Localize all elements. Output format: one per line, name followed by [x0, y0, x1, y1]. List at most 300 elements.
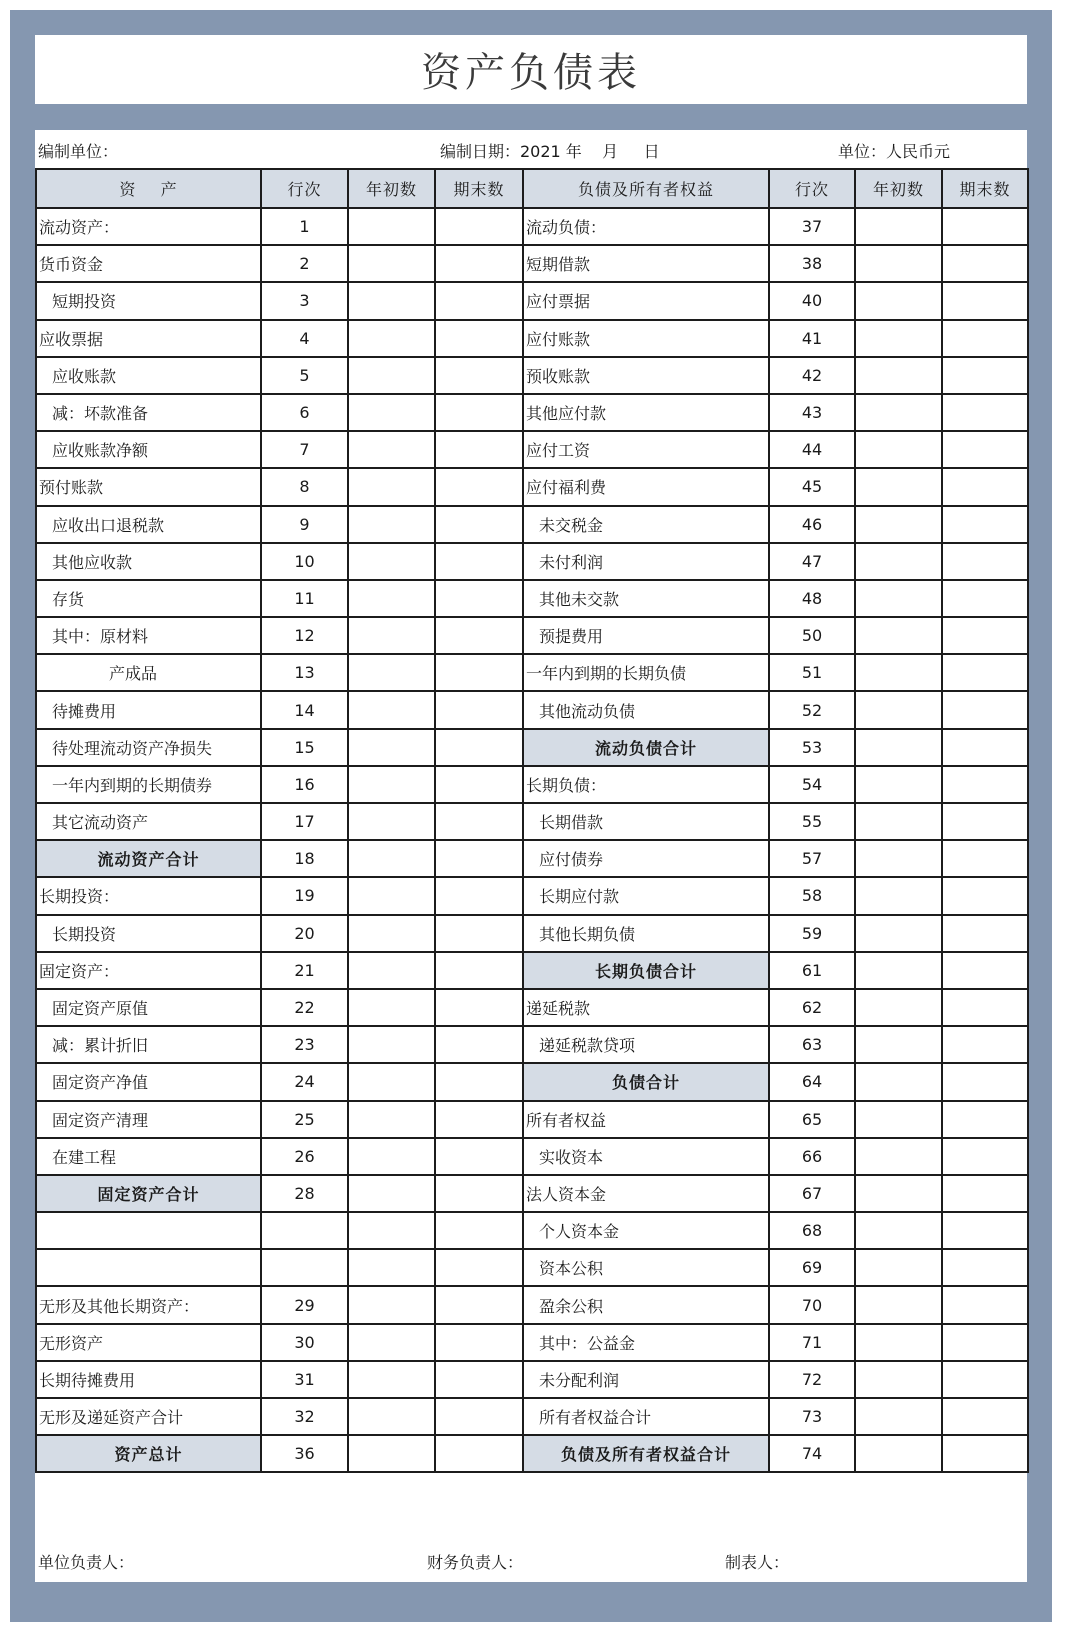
liability-end-cell[interactable]: [942, 1435, 1028, 1472]
liability-name-cell: 长期负债合计: [523, 952, 769, 989]
table-row: [36, 320, 1028, 357]
asset-row-no-cell: 30: [261, 1324, 348, 1361]
liability-end-cell[interactable]: [942, 468, 1028, 505]
asset-end-cell[interactable]: [435, 989, 523, 1026]
liability-begin-cell[interactable]: [855, 1026, 942, 1063]
liability-begin-cell[interactable]: [855, 1212, 942, 1249]
liability-end-cell[interactable]: [942, 1324, 1028, 1361]
liability-row-no-cell: 53: [769, 729, 855, 766]
asset-name-cell: 无形及其他长期资产：: [36, 1286, 261, 1323]
liability-name-cell: 个人资本金: [523, 1212, 769, 1249]
header-row-no-2: 行次: [769, 169, 855, 208]
liability-name-cell: 长期负债：: [523, 766, 769, 803]
liability-row-no-cell: 63: [769, 1026, 855, 1063]
liability-name-cell: 其他应付款: [523, 394, 769, 431]
liability-row-no-cell: 44: [769, 431, 855, 468]
liability-begin-cell[interactable]: [855, 691, 942, 728]
liability-row-no-cell: 43: [769, 394, 855, 431]
asset-begin-cell[interactable]: [348, 989, 435, 1026]
asset-end-cell[interactable]: [435, 729, 523, 766]
asset-end-cell[interactable]: [435, 952, 523, 989]
asset-end-cell[interactable]: [435, 468, 523, 505]
liability-name-cell: 法人资本金: [523, 1175, 769, 1212]
liability-begin-cell[interactable]: [855, 1175, 942, 1212]
liability-begin-cell[interactable]: [855, 580, 942, 617]
asset-row-no-cell: 8: [261, 468, 348, 505]
asset-name-cell: 货币资金: [36, 245, 261, 282]
asset-end-cell[interactable]: [435, 1435, 523, 1472]
liability-begin-cell[interactable]: [855, 394, 942, 431]
liability-name-cell: 其他长期负债: [523, 915, 769, 952]
liability-begin-cell[interactable]: [855, 543, 942, 580]
liability-row-no-cell: 48: [769, 580, 855, 617]
liability-name-cell: 长期借款: [523, 803, 769, 840]
liability-row-no-cell: 51: [769, 654, 855, 691]
liability-row-no-cell: 42: [769, 357, 855, 394]
table-row: [36, 1435, 1028, 1472]
table-row: [36, 506, 1028, 543]
asset-begin-cell[interactable]: [348, 1398, 435, 1435]
asset-begin-cell[interactable]: [348, 1063, 435, 1100]
liability-row-no-cell: 41: [769, 320, 855, 357]
liability-end-cell[interactable]: [942, 1175, 1028, 1212]
asset-end-cell[interactable]: [435, 1175, 523, 1212]
asset-row-no-cell: 13: [261, 654, 348, 691]
asset-end-cell[interactable]: [435, 245, 523, 282]
table-row: [36, 543, 1028, 580]
asset-name-cell: 无形资产: [36, 1324, 261, 1361]
asset-begin-cell[interactable]: [348, 840, 435, 877]
liability-end-cell[interactable]: [942, 208, 1028, 245]
liability-row-no-cell: 74: [769, 1435, 855, 1472]
asset-row-no-cell: 1: [261, 208, 348, 245]
liability-end-cell[interactable]: [942, 989, 1028, 1026]
liability-end-cell[interactable]: [942, 543, 1028, 580]
asset-begin-cell[interactable]: [348, 877, 435, 914]
asset-name-cell: 产成品: [36, 654, 261, 691]
asset-end-cell[interactable]: [435, 431, 523, 468]
asset-row-no-cell: 24: [261, 1063, 348, 1100]
liability-row-no-cell: 58: [769, 877, 855, 914]
asset-begin-cell[interactable]: [348, 1175, 435, 1212]
asset-end-cell[interactable]: [435, 394, 523, 431]
liability-begin-cell[interactable]: [855, 617, 942, 654]
liability-end-cell[interactable]: [942, 394, 1028, 431]
asset-row-no-cell: 15: [261, 729, 348, 766]
liability-end-cell[interactable]: [942, 915, 1028, 952]
asset-end-cell[interactable]: [435, 357, 523, 394]
liability-row-no-cell: 52: [769, 691, 855, 728]
asset-begin-cell[interactable]: [348, 282, 435, 319]
asset-row-no-cell: [261, 1212, 348, 1249]
asset-end-cell[interactable]: [435, 1063, 523, 1100]
asset-row-no-cell: 28: [261, 1175, 348, 1212]
asset-begin-cell[interactable]: [348, 468, 435, 505]
asset-begin-cell[interactable]: [348, 952, 435, 989]
asset-name-cell: 减：坏款准备: [36, 394, 261, 431]
title-box: [35, 35, 1027, 104]
liability-begin-cell[interactable]: [855, 803, 942, 840]
asset-name-cell: 减：累计折旧: [36, 1026, 261, 1063]
asset-end-cell[interactable]: [435, 1138, 523, 1175]
liability-name-cell: 应付票据: [523, 282, 769, 319]
asset-name-cell: 资产总计: [36, 1435, 261, 1472]
liability-row-no-cell: 40: [769, 282, 855, 319]
header-assets: 资 产: [36, 169, 261, 208]
liability-name-cell: 实收资本: [523, 1138, 769, 1175]
liability-name-cell: 流动负债：: [523, 208, 769, 245]
table-body: [36, 208, 1028, 1472]
balance-table: [35, 168, 1029, 1473]
header-liabilities: 负债及所有者权益: [523, 169, 769, 208]
asset-end-cell[interactable]: [435, 1398, 523, 1435]
liability-begin-cell[interactable]: [855, 1435, 942, 1472]
asset-begin-cell[interactable]: [348, 320, 435, 357]
table-row: [36, 729, 1028, 766]
liability-end-cell[interactable]: [942, 729, 1028, 766]
asset-begin-cell[interactable]: [348, 543, 435, 580]
liability-name-cell: 未付利润: [523, 543, 769, 580]
liability-end-cell[interactable]: [942, 1026, 1028, 1063]
liability-name-cell: 其他未交款: [523, 580, 769, 617]
asset-row-no-cell: 7: [261, 431, 348, 468]
table-row: [36, 1249, 1028, 1286]
liability-begin-cell[interactable]: [855, 729, 942, 766]
asset-name-cell: 流动资产合计: [36, 840, 261, 877]
asset-begin-cell[interactable]: [348, 803, 435, 840]
asset-row-no-cell: 17: [261, 803, 348, 840]
asset-begin-cell[interactable]: [348, 915, 435, 952]
asset-name-cell: 固定资产清理: [36, 1101, 261, 1138]
asset-row-no-cell: 11: [261, 580, 348, 617]
asset-end-cell[interactable]: [435, 1324, 523, 1361]
liability-end-cell[interactable]: [942, 654, 1028, 691]
liability-begin-cell[interactable]: [855, 282, 942, 319]
table-row: [36, 468, 1028, 505]
table-row: [36, 1361, 1028, 1398]
asset-end-cell[interactable]: [435, 506, 523, 543]
table-row: [36, 1398, 1028, 1435]
liability-name-cell: 一年内到期的长期负债: [523, 654, 769, 691]
table-row: [36, 282, 1028, 319]
asset-name-cell: 待摊费用: [36, 691, 261, 728]
asset-row-no-cell: 25: [261, 1101, 348, 1138]
liability-end-cell[interactable]: [942, 1138, 1028, 1175]
header-end-2: 期末数: [942, 169, 1028, 208]
table-row: [36, 915, 1028, 952]
table-row: [36, 654, 1028, 691]
liability-row-no-cell: 57: [769, 840, 855, 877]
asset-row-no-cell: 22: [261, 989, 348, 1026]
table-row: [36, 617, 1028, 654]
liability-row-no-cell: 55: [769, 803, 855, 840]
page-title: 资产负债表: [421, 50, 641, 96]
asset-row-no-cell: 29: [261, 1286, 348, 1323]
asset-row-no-cell: 21: [261, 952, 348, 989]
asset-name-cell: 应收账款净额: [36, 431, 261, 468]
asset-end-cell[interactable]: [435, 840, 523, 877]
asset-begin-cell[interactable]: [348, 357, 435, 394]
unit-head-label: 单位负责人：: [38, 1553, 135, 1572]
asset-begin-cell[interactable]: [348, 1212, 435, 1249]
table-row: [36, 691, 1028, 728]
liability-end-cell[interactable]: [942, 691, 1028, 728]
asset-begin-cell[interactable]: [348, 691, 435, 728]
liability-name-cell: 应付福利费: [523, 468, 769, 505]
liability-row-no-cell: 67: [769, 1175, 855, 1212]
liability-end-cell[interactable]: [942, 506, 1028, 543]
liability-begin-cell[interactable]: [855, 877, 942, 914]
asset-begin-cell[interactable]: [348, 1361, 435, 1398]
table-row: [36, 357, 1028, 394]
asset-row-no-cell: [261, 1249, 348, 1286]
asset-name-cell: 应收出口退税款: [36, 506, 261, 543]
liability-end-cell[interactable]: [942, 766, 1028, 803]
header-row: [36, 169, 1028, 208]
asset-begin-cell[interactable]: [348, 1435, 435, 1472]
liability-begin-cell[interactable]: [855, 1361, 942, 1398]
liability-row-no-cell: 64: [769, 1063, 855, 1100]
asset-name-cell: 应收账款: [36, 357, 261, 394]
liability-end-cell[interactable]: [942, 1398, 1028, 1435]
table-row: [36, 394, 1028, 431]
table-row: [36, 1138, 1028, 1175]
liability-end-cell[interactable]: [942, 320, 1028, 357]
liability-begin-cell[interactable]: [855, 766, 942, 803]
asset-name-cell: 应收票据: [36, 320, 261, 357]
asset-row-no-cell: 9: [261, 506, 348, 543]
liability-row-no-cell: 37: [769, 208, 855, 245]
liability-begin-cell[interactable]: [855, 468, 942, 505]
asset-end-cell[interactable]: [435, 1361, 523, 1398]
asset-begin-cell[interactable]: [348, 654, 435, 691]
liability-row-no-cell: 71: [769, 1324, 855, 1361]
asset-row-no-cell: 20: [261, 915, 348, 952]
table-row: [36, 803, 1028, 840]
asset-name-cell: 其中：原材料: [36, 617, 261, 654]
liability-begin-cell[interactable]: [855, 1063, 942, 1100]
liability-begin-cell[interactable]: [855, 357, 942, 394]
table-row: [36, 1286, 1028, 1323]
asset-name-cell: 长期投资: [36, 915, 261, 952]
liability-name-cell: 递延税款: [523, 989, 769, 1026]
table-row: [36, 1212, 1028, 1249]
table-row: [36, 1175, 1028, 1212]
table-row: [36, 431, 1028, 468]
asset-name-cell: 其它流动资产: [36, 803, 261, 840]
liability-end-cell[interactable]: [942, 803, 1028, 840]
finance-head-label: 财务负责人：: [427, 1553, 524, 1572]
liability-row-no-cell: 61: [769, 952, 855, 989]
asset-begin-cell[interactable]: [348, 1286, 435, 1323]
liability-begin-cell[interactable]: [855, 1138, 942, 1175]
asset-name-cell: 存货: [36, 580, 261, 617]
asset-name-cell: 固定资产净值: [36, 1063, 261, 1100]
liability-name-cell: 资本公积: [523, 1249, 769, 1286]
asset-begin-cell[interactable]: [348, 1138, 435, 1175]
liability-name-cell: 预收账款: [523, 357, 769, 394]
liability-begin-cell[interactable]: [855, 431, 942, 468]
asset-begin-cell[interactable]: [348, 1324, 435, 1361]
asset-begin-cell[interactable]: [348, 1026, 435, 1063]
asset-end-cell[interactable]: [435, 1212, 523, 1249]
asset-begin-cell[interactable]: [348, 580, 435, 617]
liability-row-no-cell: 72: [769, 1361, 855, 1398]
currency-unit-label: 单位：人民币元: [838, 142, 951, 161]
liability-end-cell[interactable]: [942, 245, 1028, 282]
liability-begin-cell[interactable]: [855, 320, 942, 357]
asset-begin-cell[interactable]: [348, 208, 435, 245]
liability-begin-cell[interactable]: [855, 915, 942, 952]
asset-end-cell[interactable]: [435, 915, 523, 952]
asset-end-cell[interactable]: [435, 1249, 523, 1286]
liability-end-cell[interactable]: [942, 580, 1028, 617]
asset-row-no-cell: 2: [261, 245, 348, 282]
asset-row-no-cell: 6: [261, 394, 348, 431]
liability-row-no-cell: 54: [769, 766, 855, 803]
asset-begin-cell[interactable]: [348, 245, 435, 282]
asset-name-cell: 固定资产合计: [36, 1175, 261, 1212]
liability-row-no-cell: 47: [769, 543, 855, 580]
asset-end-cell[interactable]: [435, 617, 523, 654]
asset-begin-cell[interactable]: [348, 1101, 435, 1138]
asset-row-no-cell: 18: [261, 840, 348, 877]
liability-name-cell: 应付工资: [523, 431, 769, 468]
liability-begin-cell[interactable]: [855, 1249, 942, 1286]
table-row: [36, 245, 1028, 282]
asset-row-no-cell: 4: [261, 320, 348, 357]
liability-name-cell: 流动负债合计: [523, 729, 769, 766]
liability-begin-cell[interactable]: [855, 952, 942, 989]
liability-begin-cell[interactable]: [855, 1324, 942, 1361]
liability-end-cell[interactable]: [942, 1286, 1028, 1323]
asset-name-cell: 流动资产：: [36, 208, 261, 245]
liability-end-cell[interactable]: [942, 952, 1028, 989]
liability-begin-cell[interactable]: [855, 1101, 942, 1138]
liability-row-no-cell: 69: [769, 1249, 855, 1286]
liability-name-cell: 未分配利润: [523, 1361, 769, 1398]
table-row: [36, 580, 1028, 617]
asset-name-cell: 待处理流动资产净损失: [36, 729, 261, 766]
asset-end-cell[interactable]: [435, 877, 523, 914]
asset-row-no-cell: 3: [261, 282, 348, 319]
asset-name-cell: 固定资产原值: [36, 989, 261, 1026]
liability-end-cell[interactable]: [942, 1101, 1028, 1138]
compile-date-label: 编制日期：2021 年 月 日: [440, 142, 660, 161]
asset-begin-cell[interactable]: [348, 394, 435, 431]
asset-end-cell[interactable]: [435, 1101, 523, 1138]
asset-name-cell: 长期待摊费用: [36, 1361, 261, 1398]
liability-end-cell[interactable]: [942, 1212, 1028, 1249]
asset-row-no-cell: 26: [261, 1138, 348, 1175]
liability-name-cell: 应付账款: [523, 320, 769, 357]
liability-row-no-cell: 38: [769, 245, 855, 282]
liability-end-cell[interactable]: [942, 877, 1028, 914]
liability-begin-cell[interactable]: [855, 654, 942, 691]
asset-begin-cell[interactable]: [348, 617, 435, 654]
liability-row-no-cell: 68: [769, 1212, 855, 1249]
liability-begin-cell[interactable]: [855, 506, 942, 543]
liability-row-no-cell: 62: [769, 989, 855, 1026]
liability-end-cell[interactable]: [942, 357, 1028, 394]
asset-name-cell: 固定资产：: [36, 952, 261, 989]
asset-name-cell: 预付账款: [36, 468, 261, 505]
liability-end-cell[interactable]: [942, 1361, 1028, 1398]
asset-end-cell[interactable]: [435, 208, 523, 245]
liability-name-cell: 负债合计: [523, 1063, 769, 1100]
asset-end-cell[interactable]: [435, 1286, 523, 1323]
asset-begin-cell[interactable]: [348, 1249, 435, 1286]
liability-row-no-cell: 73: [769, 1398, 855, 1435]
table-row: [36, 1101, 1028, 1138]
asset-end-cell[interactable]: [435, 580, 523, 617]
asset-end-cell[interactable]: [435, 654, 523, 691]
liability-end-cell[interactable]: [942, 617, 1028, 654]
asset-row-no-cell: 5: [261, 357, 348, 394]
asset-row-no-cell: 36: [261, 1435, 348, 1472]
asset-row-no-cell: 31: [261, 1361, 348, 1398]
liability-end-cell[interactable]: [942, 1249, 1028, 1286]
asset-begin-cell[interactable]: [348, 766, 435, 803]
asset-name-cell: 一年内到期的长期债券: [36, 766, 261, 803]
asset-name-cell: 其他应收款: [36, 543, 261, 580]
liability-begin-cell[interactable]: [855, 245, 942, 282]
liability-name-cell: 预提费用: [523, 617, 769, 654]
table-row: [36, 877, 1028, 914]
liability-row-no-cell: 59: [769, 915, 855, 952]
liability-name-cell: 短期借款: [523, 245, 769, 282]
liability-name-cell: 盈余公积: [523, 1286, 769, 1323]
asset-end-cell[interactable]: [435, 282, 523, 319]
header-begin-2: 年初数: [855, 169, 942, 208]
liability-begin-cell[interactable]: [855, 840, 942, 877]
asset-begin-cell[interactable]: [348, 729, 435, 766]
asset-end-cell[interactable]: [435, 320, 523, 357]
asset-name-cell: [36, 1212, 261, 1249]
asset-name-cell: 无形及递延资产合计: [36, 1398, 261, 1435]
info-bar: [35, 130, 1027, 168]
asset-end-cell[interactable]: [435, 766, 523, 803]
table-row: [36, 952, 1028, 989]
asset-name-cell: 长期投资：: [36, 877, 261, 914]
liability-begin-cell[interactable]: [855, 208, 942, 245]
asset-name-cell: 短期投资: [36, 282, 261, 319]
asset-begin-cell[interactable]: [348, 506, 435, 543]
liability-end-cell[interactable]: [942, 1063, 1028, 1100]
asset-end-cell[interactable]: [435, 803, 523, 840]
liability-begin-cell[interactable]: [855, 1286, 942, 1323]
liability-end-cell[interactable]: [942, 840, 1028, 877]
liability-name-cell: 未交税金: [523, 506, 769, 543]
asset-end-cell[interactable]: [435, 1026, 523, 1063]
liability-end-cell[interactable]: [942, 431, 1028, 468]
liability-row-no-cell: 70: [769, 1286, 855, 1323]
asset-row-no-cell: 10: [261, 543, 348, 580]
asset-begin-cell[interactable]: [348, 431, 435, 468]
liability-name-cell: 长期应付款: [523, 877, 769, 914]
compiling-unit-label: 编制单位：: [38, 142, 119, 161]
liability-begin-cell[interactable]: [855, 989, 942, 1026]
asset-end-cell[interactable]: [435, 543, 523, 580]
asset-row-no-cell: 23: [261, 1026, 348, 1063]
header-begin: 年初数: [348, 169, 435, 208]
liability-begin-cell[interactable]: [855, 1398, 942, 1435]
liability-end-cell[interactable]: [942, 282, 1028, 319]
table-row: [36, 840, 1028, 877]
asset-end-cell[interactable]: [435, 691, 523, 728]
table-row: [36, 1063, 1028, 1100]
table-row: [36, 208, 1028, 245]
